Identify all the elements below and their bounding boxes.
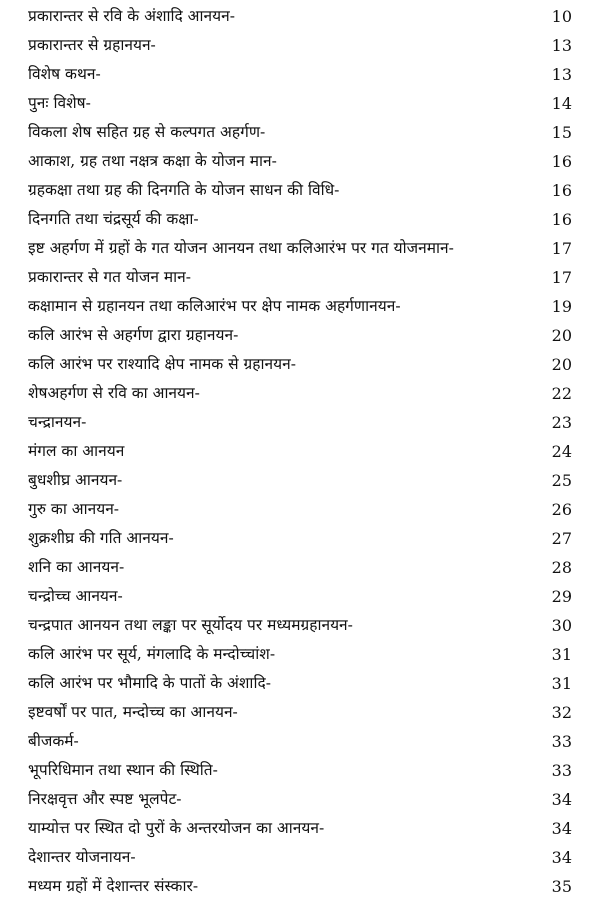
toc-entry-page-number: 29 xyxy=(551,587,572,606)
toc-entry-title: कलि आरंभ पर राश्यादि क्षेप नामक से ग्रहानयन- xyxy=(28,355,296,373)
toc-entry xyxy=(28,379,572,408)
toc-entry xyxy=(28,611,572,640)
toc-entry-title: निरक्षवृत्त और स्पष्ट भूलपेट- xyxy=(28,790,182,808)
toc-entry xyxy=(28,495,572,524)
toc-entry-title: चन्द्रोच्च आनयन- xyxy=(28,587,123,605)
toc-entry xyxy=(28,843,572,872)
toc-entry-title: याम्योत्त पर स्थित दो पुरों के अन्तरयोजन का आनयन- xyxy=(28,819,325,837)
toc-entry-title: पुनः विशेष- xyxy=(28,94,91,112)
toc-entry xyxy=(28,437,572,466)
toc-entry-page-number: 34 xyxy=(551,790,572,809)
toc-entry-page-number: 16 xyxy=(551,152,572,171)
toc-entry-title: आकाश, ग्रह तथा नक्षत्र कक्षा के योजन मान- xyxy=(28,152,277,170)
toc-entry xyxy=(28,698,572,727)
toc-entry xyxy=(28,2,572,31)
toc-entry-title: बुधशीघ्र आनयन- xyxy=(28,471,123,489)
toc-entry xyxy=(28,89,572,118)
toc-entry xyxy=(28,872,572,901)
toc-entry xyxy=(28,814,572,843)
toc-entry-title: दिनगति तथा चंद्रसूर्य की कक्षा- xyxy=(28,210,199,228)
toc-entry-page-number: 17 xyxy=(551,239,572,258)
toc-entry-title: मध्यम ग्रहों में देशान्तर संस्कार- xyxy=(28,877,199,895)
toc-entry-title: चन्द्रपात आनयन तथा लङ्का पर सूर्योदय पर मध्यमग्रहानयन- xyxy=(28,616,353,634)
toc-entry xyxy=(28,31,572,60)
toc-entry-title: कक्षामान से ग्रहानयन तथा कलिआरंभ पर क्षेप नामक अहर्गणानयन- xyxy=(28,297,401,315)
toc-entry xyxy=(28,60,572,89)
toc-entry-page-number: 20 xyxy=(551,326,572,345)
toc-entry xyxy=(28,176,572,205)
toc-entry-title: प्रकारान्तर से गत योजन मान- xyxy=(28,268,192,286)
toc-entry-page-number: 27 xyxy=(551,529,572,548)
toc-entry-title: इष्ट अहर्गण में ग्रहों के गत योजन आनयन तथा कलिआरंभ पर गत योजनमान- xyxy=(28,239,454,257)
toc-entry xyxy=(28,350,572,379)
toc-entry-title: कलि आरंभ पर सूर्य, मंगलादि के मन्दोच्चांश- xyxy=(28,645,276,663)
toc-entry-title: प्रकारान्तर से रवि के अंशादि आनयन- xyxy=(28,7,235,25)
toc-entry-page-number: 31 xyxy=(551,645,572,664)
toc-entry xyxy=(28,756,572,785)
toc-entry xyxy=(28,408,572,437)
toc-entry xyxy=(28,263,572,292)
toc-entry-page-number: 34 xyxy=(551,848,572,867)
toc-entry-page-number: 16 xyxy=(551,210,572,229)
toc-entry-page-number: 15 xyxy=(551,123,572,142)
toc-entry xyxy=(28,640,572,669)
toc-entry-title: शुक्रशीघ्र की गति आनयन- xyxy=(28,529,174,547)
toc-entry-title: प्रकारान्तर से ग्रहानयन- xyxy=(28,36,156,54)
toc-entry-title: देशान्तर योजनायन- xyxy=(28,848,136,866)
toc-entry-page-number: 28 xyxy=(551,558,572,577)
toc-entry-title: कलि आरंभ से अहर्गण द्वारा ग्रहानयन- xyxy=(28,326,239,344)
toc-entry-title: इष्टवर्षों पर पात, मन्दोच्च का आनयन- xyxy=(28,703,238,721)
toc-entry xyxy=(28,524,572,553)
toc-entry-page-number: 31 xyxy=(551,674,572,693)
toc-entry-page-number: 34 xyxy=(551,819,572,838)
toc-entry-page-number: 25 xyxy=(551,471,572,490)
toc-entry-page-number: 19 xyxy=(551,297,572,316)
toc-entry-page-number: 33 xyxy=(551,732,572,751)
toc-entry-title: शनि का आनयन- xyxy=(28,558,125,576)
toc-entry-title: भूपरिधिमान तथा स्थान की स्थिति- xyxy=(28,761,218,779)
toc-entry-title: गुरु का आनयन- xyxy=(28,500,120,518)
toc-entry-page-number: 32 xyxy=(551,703,572,722)
toc-entry-page-number: 33 xyxy=(551,761,572,780)
toc-entry xyxy=(28,785,572,814)
toc-entry xyxy=(28,553,572,582)
toc-entry-page-number: 13 xyxy=(551,36,572,55)
toc-entry-page-number: 35 xyxy=(551,877,572,896)
toc-entry-page-number: 13 xyxy=(551,65,572,84)
toc-entry xyxy=(28,205,572,234)
toc-entry-page-number: 22 xyxy=(551,384,572,403)
toc-entry-page-number: 30 xyxy=(551,616,572,635)
toc-entry-title: कलि आरंभ पर भौमादि के पातों के अंशादि- xyxy=(28,674,271,692)
toc-entry xyxy=(28,669,572,698)
toc-entry xyxy=(28,582,572,611)
toc-entry xyxy=(28,727,572,756)
toc-entry xyxy=(28,147,572,176)
toc-entry xyxy=(28,118,572,147)
toc-entry-page-number: 20 xyxy=(551,355,572,374)
toc-entry-title: शेषअहर्गण से रवि का आनयन- xyxy=(28,384,200,402)
toc-list xyxy=(28,2,572,901)
toc-entry-page-number: 17 xyxy=(551,268,572,287)
toc-entry-title: ग्रहकक्षा तथा ग्रह की दिनगति के योजन साधन की विधि- xyxy=(28,181,340,199)
toc-entry-title: चन्द्रानयन- xyxy=(28,413,87,431)
toc-entry-page-number: 14 xyxy=(551,94,572,113)
toc-entry xyxy=(28,321,572,350)
toc-entry xyxy=(28,234,572,263)
toc-entry-page-number: 10 xyxy=(551,7,572,26)
toc-entry xyxy=(28,466,572,495)
toc-entry-page-number: 16 xyxy=(551,181,572,200)
toc-entry xyxy=(28,292,572,321)
toc-entry-title: मंगल का आनयन xyxy=(28,442,125,460)
toc-entry-page-number: 24 xyxy=(551,442,572,461)
toc-entry-title: विकला शेष सहित ग्रह से कल्पगत अहर्गण- xyxy=(28,123,266,141)
toc-entry-title: बीजकर्म- xyxy=(28,732,79,750)
toc-entry-title: विशेष कथन- xyxy=(28,65,101,83)
toc-entry-page-number: 26 xyxy=(551,500,572,519)
toc-entry-page-number: 23 xyxy=(551,413,572,432)
